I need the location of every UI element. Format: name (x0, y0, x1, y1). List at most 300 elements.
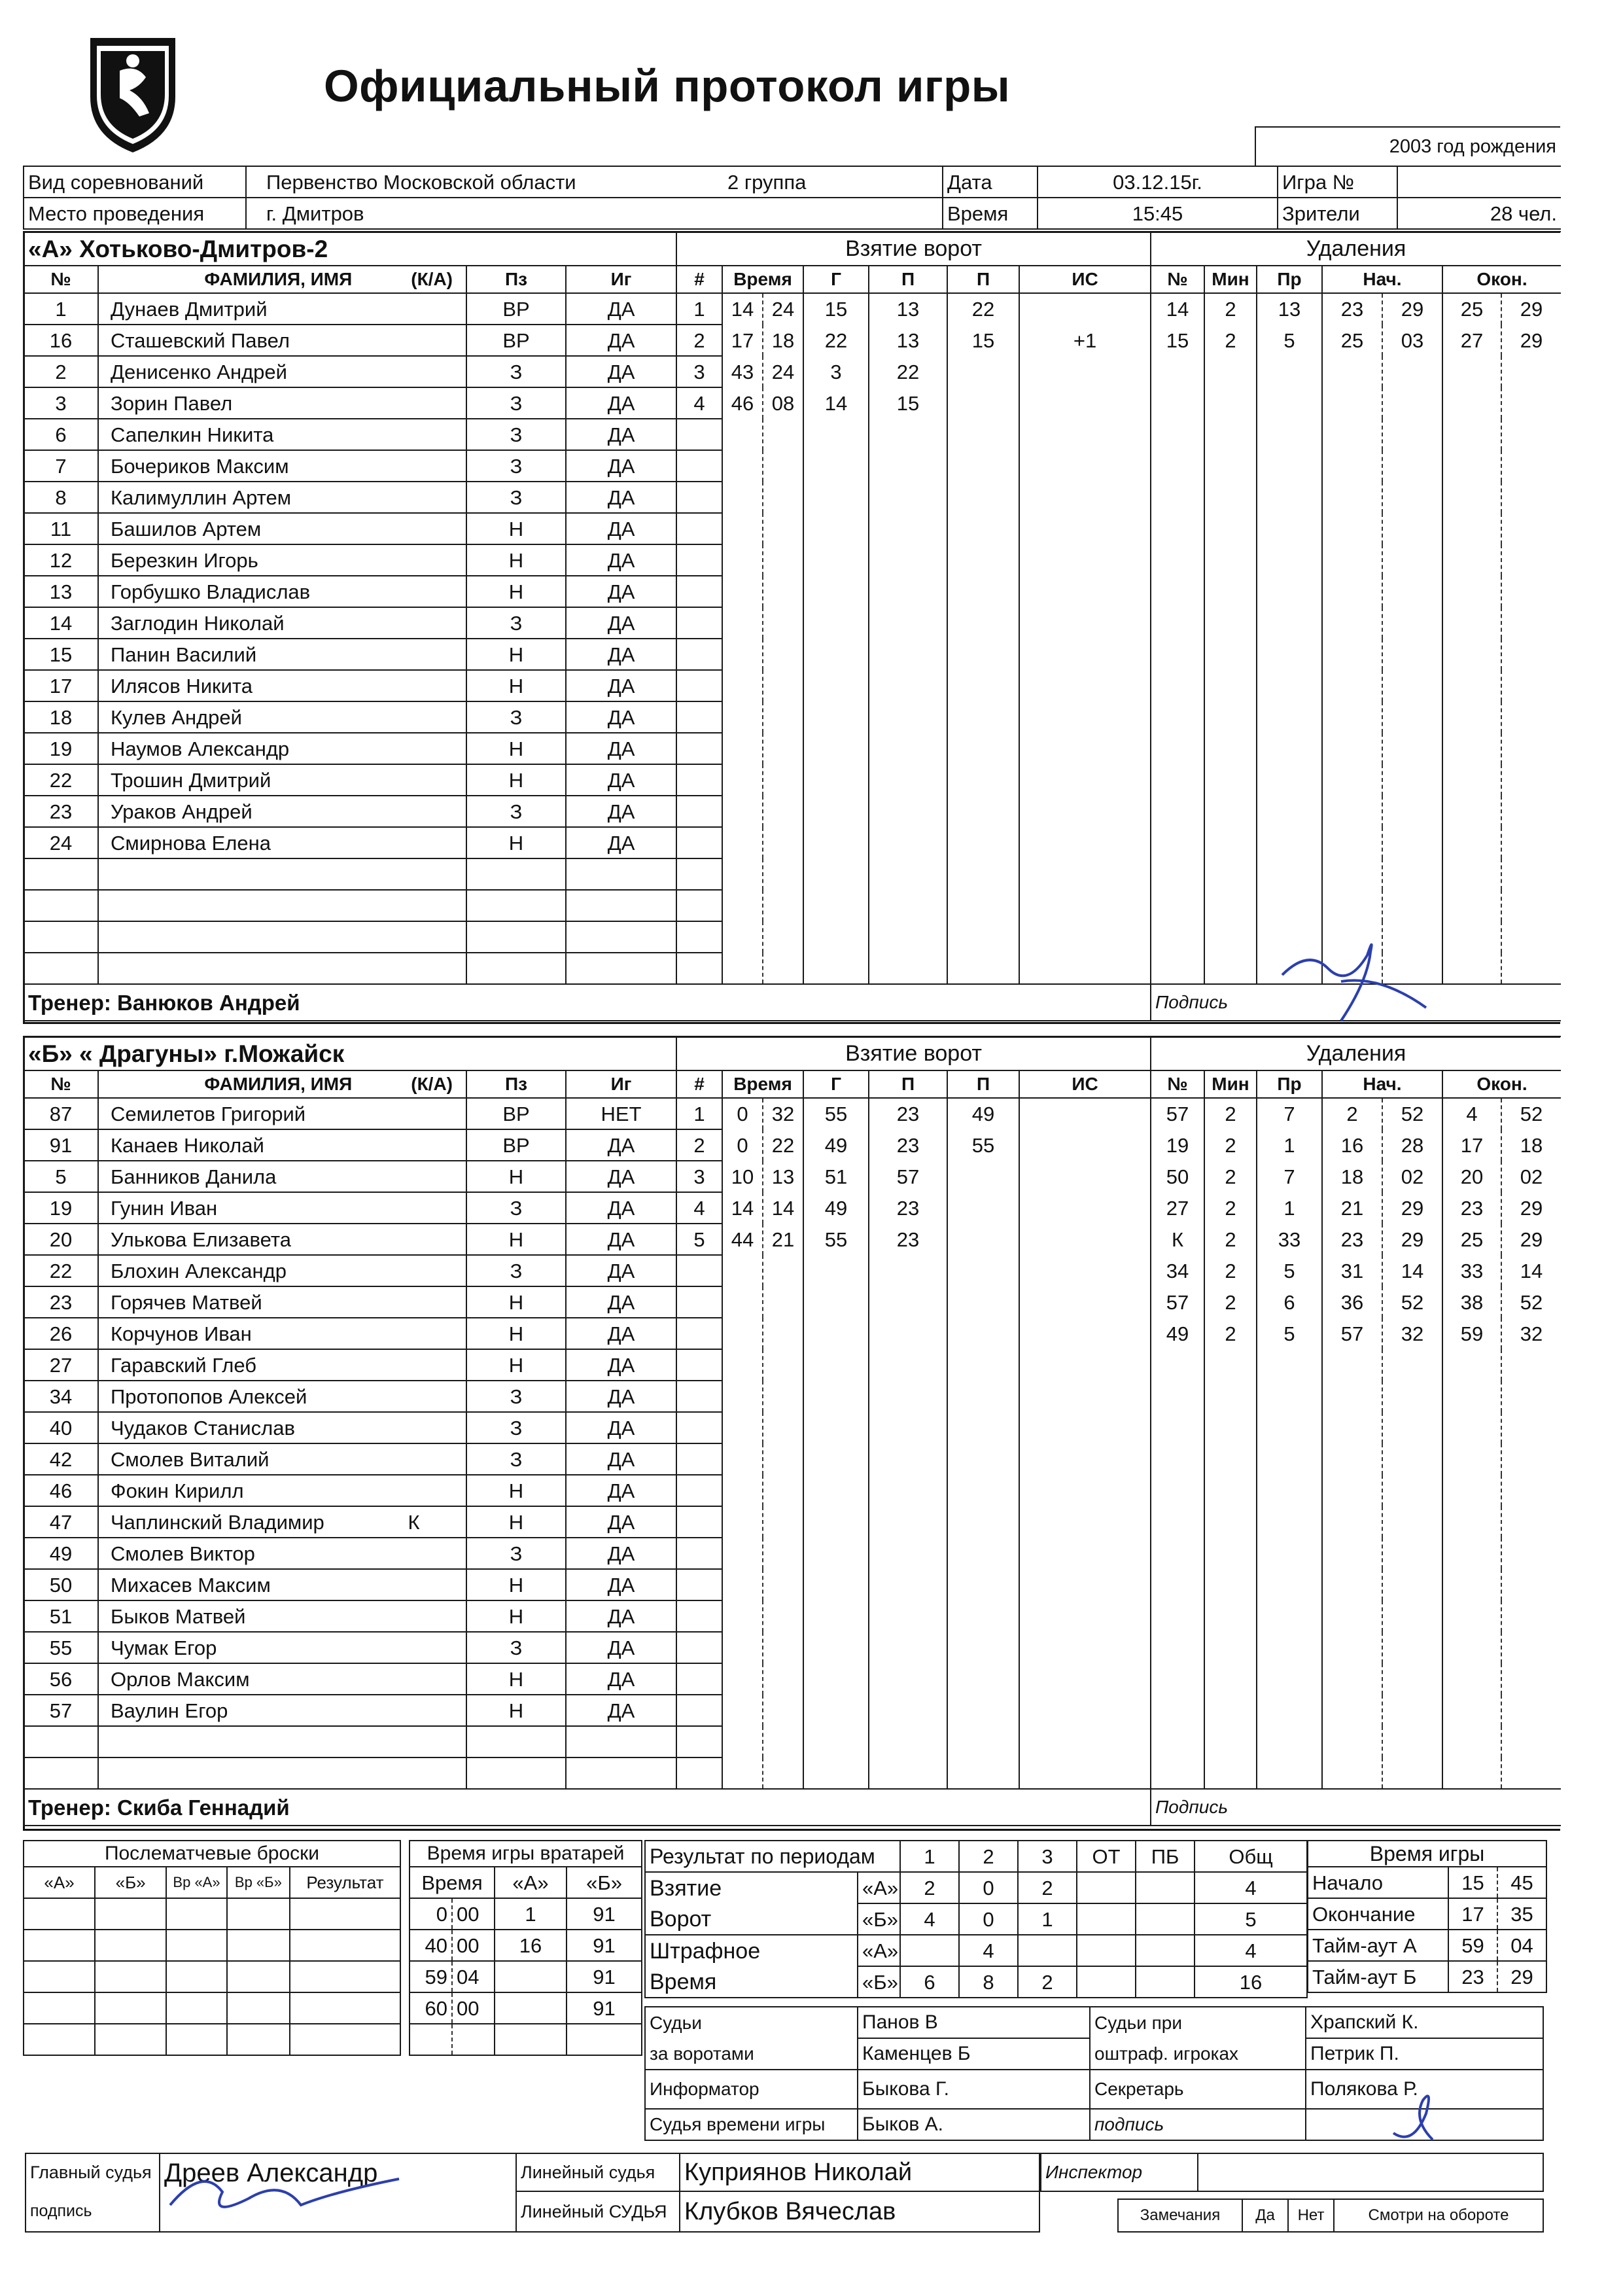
penalty-player: 57 (1151, 1286, 1204, 1318)
player-name: Бочериков Максим (98, 450, 362, 482)
period-col-3: 3 (1018, 1841, 1077, 1872)
game-time-label: Окончание (1308, 1898, 1448, 1930)
penalty-reason (1257, 1632, 1322, 1663)
penalty-player (1151, 387, 1204, 419)
player-played: ДА (566, 356, 676, 387)
goal-assist-1 (869, 1695, 947, 1726)
col-ka: (К/А) (411, 1074, 453, 1094)
shootout-col-result: Результат (290, 1867, 400, 1898)
goal-assist-1: 13 (869, 293, 947, 325)
penalty-judge-1: Храпский К. (1306, 2007, 1543, 2038)
player-played: ДА (566, 1129, 676, 1161)
goals-col-is: ИС (1019, 266, 1151, 293)
player-name: Смолев Виталий (98, 1443, 362, 1475)
goal-scorer (803, 1412, 869, 1443)
penalty-minutes (1204, 1349, 1257, 1381)
team-b-goals-title: Взятие ворот (676, 1036, 1151, 1070)
player-ka (362, 325, 466, 356)
player-position: ВР (466, 293, 566, 325)
player-number: 34 (24, 1381, 98, 1412)
penalty-reason (1257, 796, 1322, 827)
goal-scorer (803, 1286, 869, 1318)
goal-row (676, 1443, 1151, 1475)
penalty-minutes (1204, 1663, 1257, 1695)
periods-title: Результат по периодам (645, 1841, 900, 1872)
goal-situation (1019, 387, 1151, 419)
goal-number (676, 1726, 722, 1757)
goals-a-ot (1077, 1872, 1136, 1903)
player-name: Фокин Кирилл (98, 1475, 362, 1506)
player-played: ДА (566, 1412, 676, 1443)
penalty-row (1151, 1318, 1561, 1349)
game-time-row (1308, 1961, 1546, 1992)
player-ka (362, 387, 466, 419)
penalty-end-minute (1442, 1475, 1501, 1506)
penalty-row (1151, 1475, 1561, 1506)
goal-judge-2: Каменцев Б (858, 2038, 1090, 2070)
player-played (566, 890, 676, 921)
player-name (98, 1757, 362, 1789)
penalty-end-minute (1442, 356, 1501, 387)
goal-assist-2 (947, 576, 1019, 607)
goal-assist-2 (947, 890, 1019, 921)
goal-number: 1 (676, 1098, 722, 1129)
goal-assist-1 (869, 733, 947, 764)
game-time-row (1308, 1898, 1546, 1930)
goal-situation (1019, 1224, 1151, 1255)
goal-situation (1019, 1600, 1151, 1632)
goal-minute (722, 1286, 763, 1318)
goal-second: 13 (763, 1161, 803, 1192)
player-name: Денисенко Андрей (98, 356, 362, 387)
goal-row (676, 639, 1151, 670)
player-position: З (466, 450, 566, 482)
period-col-total: Общ (1195, 1841, 1307, 1872)
goal-number: 2 (676, 1129, 722, 1161)
goal-assist-1 (869, 1538, 947, 1569)
penalty-end-second (1501, 858, 1561, 890)
goal-scorer (803, 607, 869, 639)
penalty-row (1151, 1098, 1561, 1129)
remarks-yes[interactable]: Да (1242, 2199, 1288, 2232)
goal-minute (722, 1663, 763, 1695)
team-b-penalties-title: Удаления (1151, 1036, 1561, 1070)
penalty-player: К (1151, 1224, 1204, 1255)
player-name: Банников Данила (98, 1161, 362, 1192)
penalty-start-minute: 23 (1322, 1224, 1382, 1255)
goal-scorer (803, 1757, 869, 1789)
goal-row (676, 1475, 1151, 1506)
goal-scorer (803, 890, 869, 921)
penalty-row (1151, 1381, 1561, 1412)
penalty-row (1151, 1412, 1561, 1443)
player-number: 1 (24, 293, 98, 325)
team-b-mark: «Б» (858, 1966, 900, 1998)
pen-b-total: 16 (1195, 1966, 1307, 1998)
goal-assist-2 (947, 1663, 1019, 1695)
goalie-b: 91 (567, 1898, 642, 1930)
penalty-start-second (1382, 1506, 1442, 1538)
penalty-minutes (1204, 513, 1257, 544)
goal-row (676, 1506, 1151, 1538)
col-pos: Пз (466, 266, 566, 293)
col-num: № (24, 1070, 98, 1098)
goal-minute: 14 (722, 1192, 763, 1224)
penalty-end-minute: 17 (1442, 1129, 1501, 1161)
penalty-minutes (1204, 1443, 1257, 1475)
penalty-start-minute: 36 (1322, 1286, 1382, 1318)
player-ka (362, 1600, 466, 1632)
penalty-player (1151, 1443, 1204, 1475)
player-ka (362, 890, 466, 921)
player-number: 3 (24, 387, 98, 419)
player-row (24, 1161, 676, 1192)
penalty-player (1151, 450, 1204, 482)
goal-row (676, 482, 1151, 513)
col-name-header (98, 1070, 466, 1098)
penalty-row (1151, 1569, 1561, 1600)
col-pos: Пз (466, 1070, 566, 1098)
goal-minute (722, 1695, 763, 1726)
player-position: З (466, 482, 566, 513)
team-b-goals (676, 1036, 1151, 1826)
goal-situation (1019, 1632, 1151, 1663)
player-ka (362, 607, 466, 639)
see-back-note: Смотри на обороте (1334, 2199, 1543, 2232)
goal-scorer (803, 764, 869, 796)
penalty-minutes (1204, 827, 1257, 858)
goal-assist-1 (869, 1349, 947, 1381)
penalty-start-minute: 18 (1322, 1161, 1382, 1192)
penalty-start-second (1382, 1475, 1442, 1506)
goal-minute (722, 1569, 763, 1600)
penalty-end-second (1501, 607, 1561, 639)
player-played: ДА (566, 1224, 676, 1255)
goal-row (676, 387, 1151, 419)
penalty-end-minute: 20 (1442, 1161, 1501, 1192)
goal-situation (1019, 356, 1151, 387)
penalty-end-minute: 23 (1442, 1192, 1501, 1224)
goal-scorer (803, 1569, 869, 1600)
col-played: Иг (566, 1070, 676, 1098)
player-played: ДА (566, 1318, 676, 1349)
penalty-reason (1257, 1600, 1322, 1632)
player-row (24, 1286, 676, 1318)
goal-situation (1019, 1475, 1151, 1506)
player-played: ДА (566, 387, 676, 419)
penalty-end-second (1501, 796, 1561, 827)
player-played (566, 921, 676, 953)
goal-number (676, 1286, 722, 1318)
col-name-header (98, 266, 466, 293)
player-row (24, 544, 676, 576)
goal-row (676, 764, 1151, 796)
penalty-row (1151, 639, 1561, 670)
player-number: 91 (24, 1129, 98, 1161)
secretary-value: Полякова Р. (1306, 2070, 1543, 2109)
goal-second (763, 1757, 803, 1789)
penalty-end-minute (1442, 450, 1501, 482)
goal-situation (1019, 607, 1151, 639)
goal-assist-1 (869, 858, 947, 890)
player-position: Н (466, 513, 566, 544)
goals-a-total: 4 (1195, 1872, 1307, 1903)
player-row (24, 576, 676, 607)
player-ka (362, 1349, 466, 1381)
pen-col-reason: Пр (1257, 1070, 1322, 1098)
goal-scorer (803, 827, 869, 858)
penalty-player (1151, 1569, 1204, 1600)
penalty-row (1151, 1695, 1561, 1726)
penalty-player (1151, 513, 1204, 544)
game-no-label: Игра № (1278, 166, 1397, 198)
goal-scorer (803, 513, 869, 544)
goal-second (763, 576, 803, 607)
goal-scorer: 15 (803, 293, 869, 325)
goal-second (763, 858, 803, 890)
penalty-minutes (1204, 607, 1257, 639)
player-number: 42 (24, 1443, 98, 1475)
player-name: Орлов Максим (98, 1663, 362, 1695)
player-position: З (466, 701, 566, 733)
penalty-end-minute (1442, 764, 1501, 796)
goal-situation (1019, 1192, 1151, 1224)
penalty-start-minute (1322, 764, 1382, 796)
player-number: 51 (24, 1600, 98, 1632)
goal-row (676, 419, 1151, 450)
goal-second (763, 670, 803, 701)
goal-number (676, 450, 722, 482)
goal-scorer: 49 (803, 1192, 869, 1224)
penalty-start-second (1382, 1600, 1442, 1632)
goal-row (676, 1695, 1151, 1726)
player-ka (362, 1569, 466, 1600)
player-row (24, 1663, 676, 1695)
league-logo (84, 25, 182, 156)
player-position: З (466, 387, 566, 419)
game-time-title: Время игры (1308, 1841, 1546, 1867)
goal-number (676, 796, 722, 827)
goal-assist-2 (947, 544, 1019, 576)
player-played: ДА (566, 1506, 676, 1538)
player-number: 20 (24, 1224, 98, 1255)
penalty-end-minute (1442, 576, 1501, 607)
goal-number: 3 (676, 356, 722, 387)
team-a-mark: «А» (858, 1935, 900, 1966)
player-played: ДА (566, 1161, 676, 1192)
goal-assist-2 (947, 639, 1019, 670)
goal-minute (722, 670, 763, 701)
goal-row (676, 858, 1151, 890)
goals-b-p3: 1 (1018, 1903, 1077, 1935)
goalie-a (495, 1961, 567, 1992)
penalty-minutes (1204, 701, 1257, 733)
team-b-coach: Тренер: Скиба Геннадий (24, 1789, 676, 1826)
player-number: 17 (24, 670, 98, 701)
goal-situation (1019, 1349, 1151, 1381)
player-ka (362, 1255, 466, 1286)
player-number: 40 (24, 1412, 98, 1443)
penalty-end-minute (1442, 1695, 1501, 1726)
player-played: ДА (566, 1286, 676, 1318)
penalty-player: 27 (1151, 1192, 1204, 1224)
penalty-start-second: 52 (1382, 1098, 1442, 1129)
penalty-reason (1257, 639, 1322, 670)
goal-scorer (803, 1443, 869, 1475)
timekeeper-value: Быков А. (858, 2109, 1090, 2140)
penalty-reason (1257, 1726, 1322, 1757)
penalty-reason: 7 (1257, 1098, 1322, 1129)
goal-number (676, 764, 722, 796)
remarks-no[interactable]: Нет (1288, 2199, 1334, 2232)
player-number (24, 858, 98, 890)
goal-situation (1019, 701, 1151, 733)
player-row (24, 607, 676, 639)
col-ka: (К/А) (411, 269, 453, 289)
goal-number (676, 733, 722, 764)
main-referee-signature-mark (150, 2153, 425, 2225)
penalty-end-second (1501, 1663, 1561, 1695)
penalty-player: 19 (1151, 1129, 1204, 1161)
goal-row (676, 1161, 1151, 1192)
player-played (566, 1757, 676, 1789)
goal-assist-1: 23 (869, 1129, 947, 1161)
secretary-signature-mark (1387, 2074, 1459, 2153)
player-name: Смолев Виктор (98, 1538, 362, 1569)
player-ka (362, 1695, 466, 1726)
penalty-end-second (1501, 1349, 1561, 1381)
goal-number (676, 1443, 722, 1475)
goal-second (763, 1695, 803, 1726)
goal-row (676, 450, 1151, 482)
penalty-end-minute: 25 (1442, 293, 1501, 325)
player-position (466, 953, 566, 984)
penalty-start-second: 29 (1382, 293, 1442, 325)
goal-minute (722, 858, 763, 890)
game-time-label: Тайм-аут А (1308, 1930, 1448, 1961)
goal-second (763, 1726, 803, 1757)
goalie-col-a: «А» (495, 1867, 567, 1898)
penalty-minutes: 2 (1204, 1224, 1257, 1255)
penalty-reason (1257, 513, 1322, 544)
penalty-minutes (1204, 387, 1257, 419)
player-played: ДА (566, 1695, 676, 1726)
penalty-end-second (1501, 513, 1561, 544)
goal-minute: 10 (722, 1161, 763, 1192)
penalty-start-second (1382, 701, 1442, 733)
player-number: 47 (24, 1506, 98, 1538)
penalty-end-second (1501, 1569, 1561, 1600)
goal-situation (1019, 1412, 1151, 1443)
player-number (24, 890, 98, 921)
goal-scorer (803, 1726, 869, 1757)
penalty-player (1151, 1632, 1204, 1663)
player-position: З (466, 419, 566, 450)
goal-number: 2 (676, 325, 722, 356)
goal-row (676, 1538, 1151, 1569)
goal-situation (1019, 293, 1151, 325)
goal-minute (722, 639, 763, 670)
goal-row (676, 544, 1151, 576)
goal-situation (1019, 890, 1151, 921)
player-played: ДА (566, 1569, 676, 1600)
player-played: ДА (566, 1632, 676, 1663)
goal-scorer (803, 1632, 869, 1663)
penalty-end-second (1501, 544, 1561, 576)
venue-label: Место проведения (24, 198, 246, 229)
goals-col-p1: П (869, 1070, 947, 1098)
player-played (566, 953, 676, 984)
goal-row (676, 1632, 1151, 1663)
player-row (24, 1475, 676, 1506)
goal-assist-2 (947, 513, 1019, 544)
pen-b-p3: 2 (1018, 1966, 1077, 1998)
goal-second (763, 419, 803, 450)
goal-assist-1 (869, 419, 947, 450)
penalty-reason (1257, 1663, 1322, 1695)
goalie-a (495, 1992, 567, 2024)
goal-assist-1: 13 (869, 325, 947, 356)
player-played: ДА (566, 293, 676, 325)
pen-a-p3 (1018, 1935, 1077, 1966)
goals-col-is: ИС (1019, 1070, 1151, 1098)
goal-second (763, 921, 803, 953)
penalty-player (1151, 1600, 1204, 1632)
player-row (24, 1506, 676, 1538)
goal-minute: 0 (722, 1129, 763, 1161)
player-number: 15 (24, 639, 98, 670)
player-position: Н (466, 1475, 566, 1506)
goal-assist-1 (869, 607, 947, 639)
goal-scorer (803, 1695, 869, 1726)
secretary-label: Секретарь (1090, 2070, 1306, 2109)
goal-assist-1 (869, 701, 947, 733)
penalty-minutes (1204, 356, 1257, 387)
penalty-player (1151, 953, 1204, 984)
penalty-row (1151, 356, 1561, 387)
goalie-row (410, 1961, 642, 1992)
penalty-row (1151, 1538, 1561, 1569)
player-played: ДА (566, 1600, 676, 1632)
penalty-start-second (1382, 576, 1442, 607)
player-position (466, 921, 566, 953)
penalty-start-second (1382, 450, 1442, 482)
penalty-reason (1257, 733, 1322, 764)
goalie-second: 00 (452, 1898, 495, 1930)
player-row (24, 1632, 676, 1663)
goal-situation (1019, 576, 1151, 607)
penalty-player (1151, 419, 1204, 450)
player-row (24, 1538, 676, 1569)
goal-number: 4 (676, 1192, 722, 1224)
penalty-minutes (1204, 1412, 1257, 1443)
penalty-start-minute (1322, 1695, 1382, 1726)
penalty-end-second (1501, 1412, 1561, 1443)
penalty-start-minute (1322, 419, 1382, 450)
goal-row (676, 1098, 1151, 1129)
penalty-start-minute: 25 (1322, 325, 1382, 356)
goal-assist-1 (869, 796, 947, 827)
penalty-row (1151, 544, 1561, 576)
player-name: Башилов Артем (98, 513, 362, 544)
player-ka (362, 1224, 466, 1255)
goalie-row (410, 1930, 642, 1961)
goal-assist-1: 23 (869, 1098, 947, 1129)
pen-col-num: № (1151, 266, 1204, 293)
goal-number (676, 639, 722, 670)
goalie-second: 00 (452, 1992, 495, 2024)
goal-minute (722, 1381, 763, 1412)
